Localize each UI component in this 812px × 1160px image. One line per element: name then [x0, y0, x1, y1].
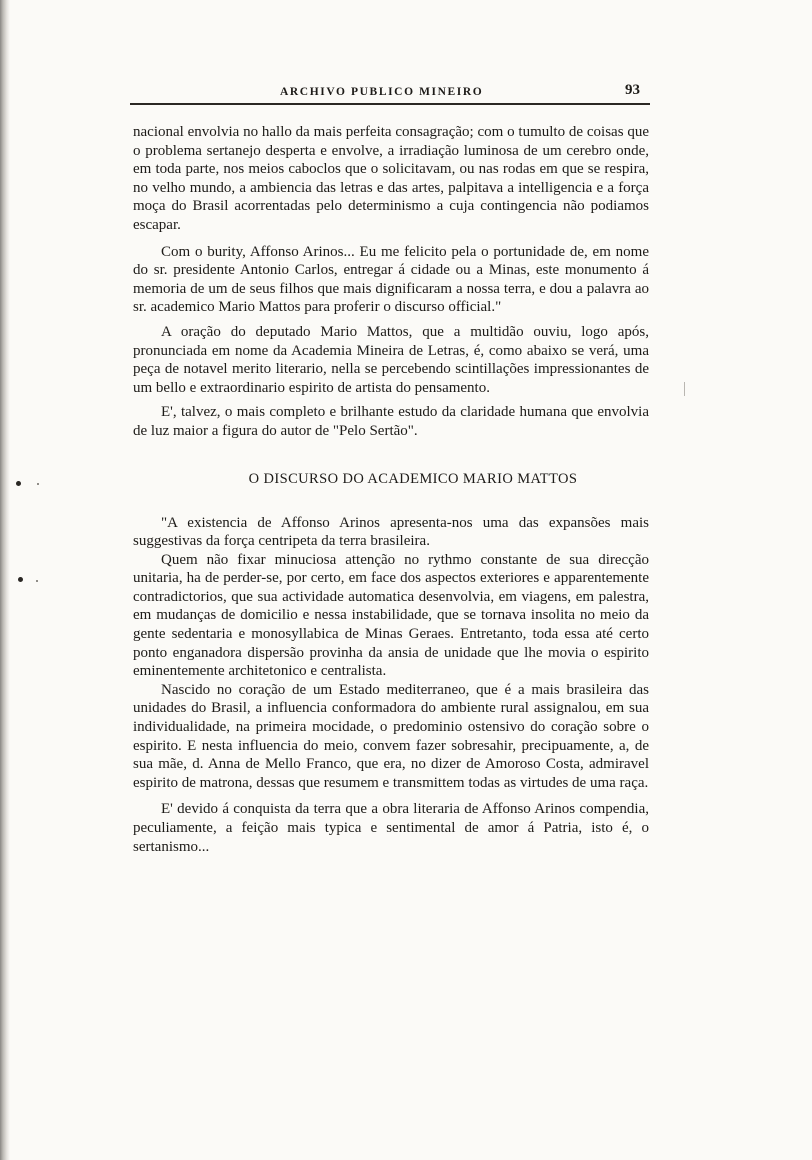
binding-shadow [0, 0, 10, 1160]
speech-paragraph: Quem não fixar minuciosa attenção no rythmo constante de sua direcção unitaria, ha de perder-se, por certo, em face dos aspectos exteriores e apparentemente contradictorios, que sua actividade automatica desenvolvia, em viagens, em palestra, em mudanças de domicilio e nessa instabilidade, que se tornava insolita no meio da gente sedentaria e monosyllabica de Minas Geraes. Entretanto, toda essa até certo ponto enganadora dispersão provinha da ansia de unidade que lhe movia o espirito eminentemente architetonico e centralista. [133, 551, 649, 680]
speech-paragraph: Nascido no coração de um Estado mediterraneo, que é a mais brasileira das unidades do Brasil, a influencia conformadora do ambiente rural assignalou, em sua individualidade, na primeira mocidade, o predominio ostensivo do coração sobre o espirito. E nesta influencia do meio, convem fazer sobresahir, precipuamente, a, de sua mãe, d. Anna de Mello Franco, que era, no dizer de Amoroso Costa, admiravel espirito de matrona, dessas que resumem e transmittem todas as virtudes de uma raça. [133, 681, 649, 791]
speech-paragraph: E' devido á conquista da terra que a obra literaria de Affonso Arinos compendia, peculiamente, a feição mais typica e sentimental de amor á Patria, isto é, o sertanismo... [133, 801, 649, 855]
section-title: O DISCURSO DO ACADEMICO MARIO MATTOS [248, 470, 578, 487]
margin-dot-small [36, 580, 38, 582]
paragraph: Com o burity, Affonso Arinos... Eu me felicito pela o portunidade de, em nome do sr. presidente Antonio Carlos, entregar á cidade ou a Minas, este monumento á memoria de um de seus filhos que mais dignificaram a nossa terra, e dou a palavra ao sr. academico Mario Mattos para proferir o discurso official." [133, 243, 649, 316]
running-header [130, 82, 650, 102]
header-rule [130, 103, 650, 105]
margin-dot [16, 481, 21, 486]
paragraph: E', talvez, o mais completo e brilhante estudo da claridade humana que envolvia de luz maior a figura do autor de "Pelo Sertão". [133, 404, 649, 439]
running-title: ARCHIVO PUBLICO MINEIRO [280, 86, 484, 98]
paragraph: nacional envolvia no hallo da mais perfeita consagração; com o tumulto de coisas que o problema sertanejo desperta e envolve, a irradiação luminosa de um cerebro onde, em toda parte, nos meios caboclos que o solicitavam, ou nas rodas em que se respira, no velho mundo, a ambiencia das letras e das artes, palpitava a intelligencia e a força moça do Brasil acorrentadas pelo determinismo a cuja contingencia não podiamos escapar. [133, 124, 649, 233]
body-text [133, 123, 649, 856]
page-number: 93 [625, 82, 640, 98]
speech-paragraph: "A existencia de Affonso Arinos apresenta-nos uma das expansões mais suggestivas da força centripeta da terra brasileira. [133, 514, 649, 550]
margin-dot [18, 577, 23, 582]
paragraph: A oração do deputado Mario Mattos, que a multidão ouviu, logo após, pronunciada em nome da Academia Mineira de Letras, é, como abaixo se verá, uma peça de notavel merito literario, nella se percebendo scintillações impressionantes de um bello e extraordinario espirito de artista do pensamento. [133, 323, 649, 396]
margin-dot-small [37, 483, 39, 485]
margin-tick [684, 382, 685, 396]
